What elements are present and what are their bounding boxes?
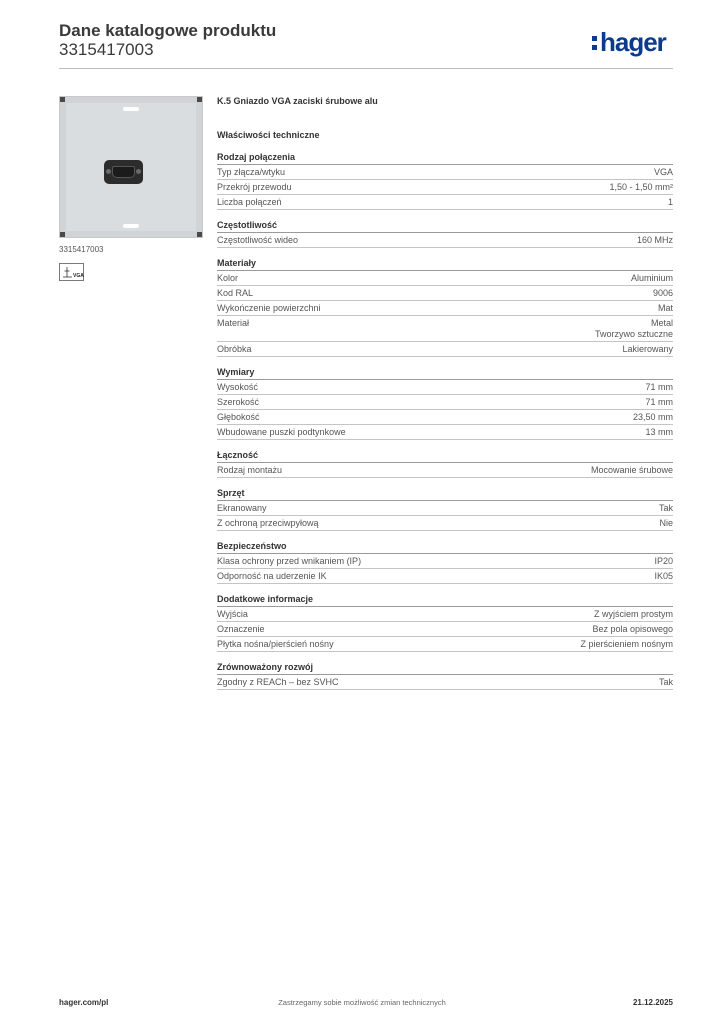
spec-value (645, 427, 673, 438)
spec-label: Typ złącza/wtyku (217, 167, 286, 177)
plate-notch-top (123, 107, 139, 111)
spec-label: Głębokość (217, 412, 260, 422)
section-title: Sprzęt (217, 486, 673, 501)
section-title: Częstotliwość (217, 218, 673, 233)
spec-row (217, 180, 673, 195)
spec-label: Zgodny z REACh – bez SVHC (217, 677, 339, 687)
vga-symbol-icon (59, 263, 84, 281)
section-title: Łączność (217, 448, 673, 463)
spec-row (217, 195, 673, 210)
spec-content (217, 94, 673, 690)
spec-value (637, 235, 673, 246)
spec-value-line: Tworzywo sztuczne (594, 329, 673, 339)
spec-value (659, 518, 673, 529)
spec-value-line: Mat (657, 303, 673, 313)
spec-row (217, 637, 673, 652)
spec-row (217, 501, 673, 516)
spec-label: Z ochroną przeciwpyłową (217, 518, 319, 528)
vga-port-icon (104, 160, 143, 184)
spec-row (217, 342, 673, 357)
corner-clip (60, 232, 65, 237)
spec-row (217, 410, 673, 425)
spec-value (668, 197, 673, 208)
spec-value-line: 23,50 mm (632, 412, 673, 422)
spec-value-line: 1,50 - 1,50 mm² (609, 182, 673, 192)
port-screw-left (106, 169, 111, 174)
spec-label: Częstotliwość wideo (217, 235, 299, 245)
plate-notch-bottom (123, 224, 139, 228)
spec-value (645, 382, 673, 393)
spec-label: Kod RAL (217, 288, 254, 298)
spec-value (633, 412, 673, 423)
symbol-label: VGA (73, 273, 84, 279)
socket-plate (66, 103, 196, 231)
spec-row (217, 675, 673, 690)
corner-clip (60, 97, 65, 102)
spec-value-line: IK05 (654, 571, 673, 581)
spec-label: Płytka nośna/pierścień nośny (217, 639, 334, 649)
spec-value (591, 465, 673, 476)
spec-value-line: 71 mm (645, 382, 673, 392)
spec-row (217, 425, 673, 440)
spec-value (659, 677, 673, 688)
spec-row (217, 233, 673, 248)
tech-properties-heading: Właściwości techniczne (217, 130, 320, 140)
spec-label: Materiał (217, 318, 250, 328)
spec-row (217, 607, 673, 622)
spec-value-line: Metal (650, 318, 673, 328)
spec-label: Szerokość (217, 397, 260, 407)
port-screw-right (136, 169, 141, 174)
spec-value-line: Tak (658, 503, 673, 513)
spec-sections (217, 150, 673, 690)
spec-value (631, 273, 673, 284)
spec-value-line: Z pierścieniem nośnym (580, 639, 673, 649)
section-title: Wymiary (217, 365, 673, 380)
footer-date: 21.12.2025 (632, 998, 673, 1007)
spec-row (217, 569, 673, 584)
spec-label: Odporność na uderzenie IK (217, 571, 327, 581)
spec-row (217, 554, 673, 569)
spec-row (217, 516, 673, 531)
spec-value-line: Z wyjściem prostym (593, 609, 673, 619)
spec-value (580, 639, 673, 650)
spec-label: Oznaczenie (217, 624, 265, 634)
spec-value (645, 397, 673, 408)
spec-value (654, 167, 673, 178)
spec-label: Liczba połączeń (217, 197, 282, 207)
corner-clip (197, 97, 202, 102)
spec-row (217, 463, 673, 478)
spec-value-line: VGA (653, 167, 673, 177)
spec-value-line: Aluminium (630, 273, 673, 283)
section-title: Bezpieczeństwo (217, 539, 673, 554)
section-title: Zrównoważony rozwój (217, 660, 673, 675)
spec-value (592, 624, 673, 635)
logo-text: hager (600, 27, 666, 57)
product-code: 3315417003 (59, 40, 154, 59)
spec-value-line: Mocowanie śrubowe (590, 465, 673, 475)
spec-row (217, 271, 673, 286)
spec-value (594, 609, 673, 620)
spec-value (653, 288, 673, 299)
logo-colon-mark (592, 33, 598, 53)
spec-value-line: Bez pola opisowego (592, 624, 673, 634)
spec-value (595, 318, 673, 340)
spec-label: Wysokość (217, 382, 258, 392)
spec-value (659, 503, 673, 514)
spec-label: Obróbka (217, 344, 252, 354)
spec-value (609, 182, 673, 193)
spec-label: Wykończenie powierzchni (217, 303, 321, 313)
spec-label: Ekranowany (217, 503, 267, 513)
spec-label: Wbudowane puszki podtynkowe (217, 427, 346, 437)
spec-row (217, 301, 673, 316)
spec-value-line: Lakierowany (622, 344, 673, 354)
spec-label: Klasa ochrony przed wnikaniem (IP) (217, 556, 362, 566)
section-title: Materiały (217, 256, 673, 271)
spec-row (217, 380, 673, 395)
page-title: Dane katalogowe produktu (59, 21, 277, 40)
spec-value (622, 344, 673, 355)
spec-row (217, 395, 673, 410)
spec-value-line: Tak (658, 677, 673, 687)
spec-row (217, 286, 673, 301)
spec-value-line: IP20 (654, 556, 673, 566)
spec-value-line: 1 (667, 197, 673, 207)
spec-label: Przekrój przewodu (217, 182, 292, 192)
spec-label: Kolor (217, 273, 239, 283)
spec-row (217, 316, 673, 342)
footer-website: hager.com/pl (59, 998, 109, 1007)
spec-row (217, 165, 673, 180)
footer-disclaimer: Zastrzegamy sobie możliwość zmian technicznych (278, 998, 446, 1007)
spec-value-line: 71 mm (645, 397, 673, 407)
product-name: K.5 Gniazdo VGA zaciski śrubowe alu (217, 96, 378, 106)
corner-clip (197, 232, 202, 237)
spec-value-line: 160 MHz (636, 235, 673, 245)
spec-label: Wyjścia (217, 609, 248, 619)
hager-logo (592, 27, 666, 57)
image-caption: 3315417003 (59, 245, 104, 254)
spec-value-line: 13 mm (645, 427, 673, 437)
spec-row (217, 622, 673, 637)
spec-value-line: Nie (659, 518, 673, 528)
section-title: Dodatkowe informacje (217, 592, 673, 607)
spec-value (654, 571, 673, 582)
section-title: Rodzaj połączenia (217, 150, 673, 165)
spec-value (654, 556, 673, 567)
header-divider (59, 68, 673, 69)
spec-label: Rodzaj montażu (217, 465, 283, 475)
spec-value (658, 303, 673, 314)
product-image (59, 96, 203, 238)
spec-value-line: 9006 (652, 288, 673, 298)
